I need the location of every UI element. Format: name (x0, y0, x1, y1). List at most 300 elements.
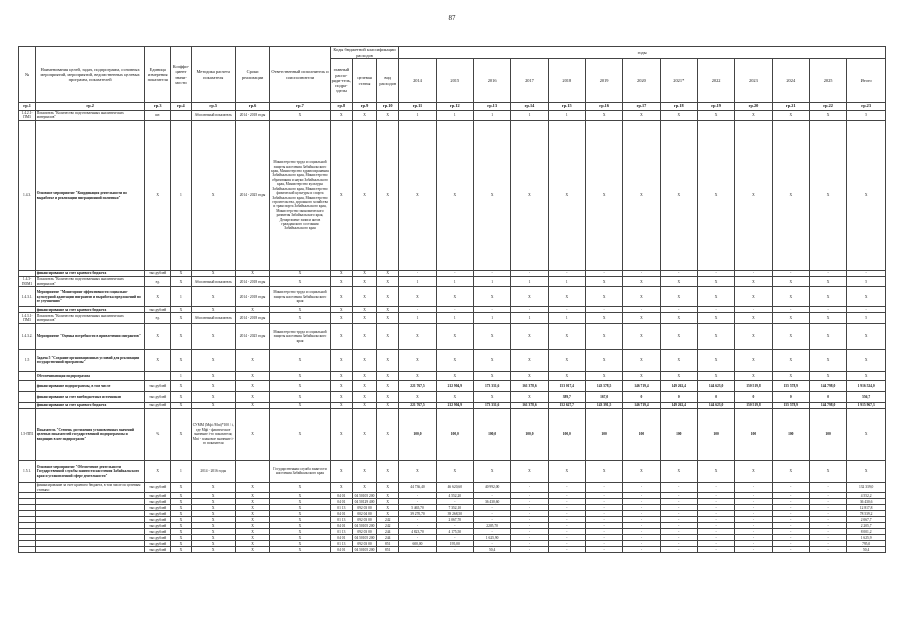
table-cell: - (585, 505, 622, 511)
table-cell: 1 625,9 (847, 535, 886, 541)
column-number-label: гр.1 (19, 103, 36, 111)
table-cell: - (697, 517, 734, 523)
table-cell: X (377, 349, 399, 371)
table-cell: 2014 - 2018 годы (235, 313, 269, 323)
table-cell: 2014 - 2018 годы (235, 110, 269, 120)
column-number-label: гр.6 (235, 103, 269, 111)
table-cell: X (772, 349, 809, 371)
table-cell: - (809, 499, 846, 505)
table-cell: X (171, 529, 191, 535)
table-cell: 1 915 967,3 (847, 402, 886, 408)
table-cell: X (548, 287, 585, 307)
table-cell: - (399, 493, 436, 499)
table-cell: X (235, 547, 269, 553)
table-cell: X (585, 323, 622, 349)
table-cell: - (585, 307, 622, 313)
table-cell: X (660, 277, 697, 287)
table-cell: 146 719,4 (623, 402, 660, 408)
table-cell: 100 (623, 408, 660, 460)
table-cell: 150 519,8 (735, 402, 772, 408)
table-cell: - (809, 307, 846, 313)
table-row (19, 408, 886, 460)
table-cell: X (145, 287, 171, 307)
table-cell: X (436, 349, 473, 371)
table-cell: - (548, 529, 585, 535)
table-cell: X (191, 271, 235, 277)
table-cell: - (772, 482, 809, 492)
table-cell: Государственная служба занятости населения Забайкальского края (270, 460, 331, 482)
table-cell: - (735, 482, 772, 492)
table-cell: 1 (171, 460, 191, 482)
table-cell: 4 175,50 (436, 529, 473, 535)
table-cell: X (772, 313, 809, 323)
table-cell: X (352, 380, 376, 391)
table-cell: - (585, 535, 622, 541)
table-cell: X (352, 482, 376, 492)
table-cell: X (735, 371, 772, 380)
table-cell: X (171, 349, 191, 371)
table-cell: - (772, 271, 809, 277)
table-cell: - (809, 493, 846, 499)
table-cell: - (585, 529, 622, 535)
table-cell: 2014 - 2018 годы (235, 287, 269, 307)
table-cell: тыс.рублей (145, 402, 171, 408)
table-cell: - (511, 517, 548, 523)
table-cell: 161 378,6 (511, 402, 548, 408)
table-cell: X (235, 517, 269, 523)
table-cell: - (660, 535, 697, 541)
table-cell: X (623, 277, 660, 287)
table-cell: 1.4.3.2. (19, 323, 36, 349)
table-cell: X (171, 517, 191, 523)
table-cell: - (697, 547, 734, 553)
table-cell: - (697, 493, 734, 499)
table-cell: 221 767,5 (399, 402, 436, 408)
table-cell: - (511, 541, 548, 547)
table-cell: 04 01 (330, 535, 352, 541)
table-cell: - (735, 307, 772, 313)
table-cell: X (352, 323, 376, 349)
table-cell: 1 (436, 313, 473, 323)
table-cell: X (270, 505, 331, 511)
column-number-label: гр.3 (145, 103, 171, 111)
table-cell: X (270, 499, 331, 505)
table-cell: 04 50105 200 (352, 547, 376, 553)
row-name-cell: Задача 5 "Создание организационных условий для реализации государственной программы" (36, 349, 145, 371)
table-cell: X (191, 391, 235, 402)
table-cell: - (511, 523, 548, 529)
table-cell: - (735, 511, 772, 517)
table-cell: - (473, 541, 510, 547)
table-cell: - (473, 493, 510, 499)
table-cell: - (585, 517, 622, 523)
table-cell: X (145, 460, 171, 482)
table-cell: X (377, 313, 399, 323)
table-cell: X (352, 402, 376, 408)
table-cell: X (171, 541, 191, 547)
table-cell: X (235, 391, 269, 402)
table-cell: - (809, 529, 846, 535)
table-cell: X (847, 121, 886, 271)
table-cell: X (235, 307, 269, 313)
table-cell: 144 798,0 (809, 380, 846, 391)
table-cell: 1 (511, 110, 548, 120)
table-cell: 5 (847, 110, 886, 120)
header-year: 2022 (697, 59, 734, 103)
table-cell: тыс.рублей (145, 517, 171, 523)
table-cell: - (735, 499, 772, 505)
table-row (19, 547, 886, 553)
table-cell: - (735, 541, 772, 547)
column-number-label: гр.14 (511, 103, 548, 111)
table-cell: - (399, 523, 436, 529)
table-cell: X (235, 511, 269, 517)
table-cell: X (270, 541, 331, 547)
table-cell: - (511, 511, 548, 517)
table-cell: 2205,70 (473, 523, 510, 529)
table-cell: - (735, 523, 772, 529)
table-row (19, 110, 886, 120)
table-cell: - (511, 505, 548, 511)
table-cell: X (436, 371, 473, 380)
header-year: 2016 (473, 59, 510, 103)
table-cell: 1.4.3.1. (19, 287, 36, 307)
table-cell: 0 (735, 391, 772, 402)
column-number-label: гр.2 (36, 103, 145, 111)
table-cell: X (235, 271, 269, 277)
table-cell: - (660, 541, 697, 547)
table-cell: X (511, 460, 548, 482)
table-cell: - (399, 271, 436, 277)
table-cell: - (585, 547, 622, 553)
table-cell: X (330, 313, 352, 323)
table-cell: X (735, 110, 772, 120)
table-cell: X (235, 482, 269, 492)
row-name-cell: Обеспечивающая подпрограмма (36, 371, 145, 380)
header-coef: Коэффи-циент значи-мости (171, 47, 191, 103)
table-cell: X (585, 460, 622, 482)
table-cell: - (511, 535, 548, 541)
table-cell: - (399, 547, 436, 553)
table-cell: 1 (399, 277, 436, 287)
table-cell: X (473, 323, 510, 349)
table-cell: - (809, 541, 846, 547)
table-cell: - (436, 535, 473, 541)
table-cell: 1 (548, 277, 585, 287)
table-cell: X (735, 277, 772, 287)
column-number-label: гр.18 (660, 103, 697, 111)
table-cell: 155 578,9 (772, 380, 809, 391)
table-cell: X (235, 523, 269, 529)
table-cell: - (548, 307, 585, 313)
table-cell: - (697, 529, 734, 535)
table-cell: - (473, 307, 510, 313)
table-cell: X (171, 277, 191, 287)
table-cell: 1 (548, 313, 585, 323)
column-number-label: гр.11 (399, 103, 436, 111)
table-cell: X (585, 277, 622, 287)
table-cell: 1.4.3.1- ПМ3 (19, 313, 36, 323)
table-cell: X (270, 371, 331, 380)
row-name-cell: финансирование за счет краевого бюджета, в том числе по целевым статьям: (36, 482, 145, 492)
table-cell: 002 04 00 (352, 511, 376, 517)
header-name: Наименования целей, задач, подпрограмм, основных мероприятий, мероприятий, ведомственных целевых программ, показателей (36, 47, 145, 103)
table-cell: - (473, 511, 510, 517)
table-cell: - (660, 529, 697, 535)
table-cell: тыс.рублей (145, 391, 171, 402)
table-cell: X (270, 523, 331, 529)
table-cell: X (623, 349, 660, 371)
table-cell: 1 (171, 371, 191, 380)
column-number-label: гр.19 (697, 103, 734, 111)
table-row (19, 380, 886, 391)
table-cell: - (809, 482, 846, 492)
table-row (19, 482, 886, 492)
table-cell: - (809, 547, 846, 553)
table-cell: X (171, 391, 191, 402)
table-row (19, 277, 886, 287)
table-cell: - (809, 535, 846, 541)
header-budget-codes: Коды бюджетной классификации расходов (330, 47, 399, 59)
table-cell: - (585, 499, 622, 505)
row-name-cell: Основное мероприятие "Координация деятельности по выработке и реализации миграционной политики" (36, 121, 145, 271)
header-year: 2020 (623, 59, 660, 103)
table-cell: X (436, 460, 473, 482)
header-num: № (19, 47, 36, 103)
table-cell: X (809, 323, 846, 349)
row-name-cell: финансирование подпрограммы, в том числе (36, 380, 145, 391)
table-cell: 01 13 (330, 529, 352, 535)
table-cell: X (399, 121, 436, 271)
table-cell: - (772, 523, 809, 529)
table-cell: - (660, 271, 697, 277)
table-cell: X (399, 349, 436, 371)
table-cell (235, 460, 269, 482)
table-cell: 1 (399, 110, 436, 120)
table-cell: 1 (511, 313, 548, 323)
table-cell (19, 371, 36, 380)
table-cell: X (548, 349, 585, 371)
column-number-label: гр.22 (809, 103, 846, 111)
table-cell: X (352, 371, 376, 380)
table-cell: тыс.рублей (145, 482, 171, 492)
table-cell: X (330, 121, 352, 271)
table-cell: 2014 - 2018 годы (235, 277, 269, 287)
table-cell: X (330, 349, 352, 371)
table-cell: тыс.рублей (145, 529, 171, 535)
table-cell: X (330, 408, 352, 460)
table-cell: 100,0 (548, 408, 585, 460)
table-cell: X (473, 460, 510, 482)
table-cell: X (171, 505, 191, 511)
table-cell: X (270, 408, 331, 460)
table-cell: 01 13 (330, 517, 352, 523)
table-cell: - (585, 482, 622, 492)
table-cell: - (809, 511, 846, 517)
table-cell: - (697, 307, 734, 313)
table-cell: 50,4 (473, 547, 510, 553)
table-cell: - (511, 307, 548, 313)
table-cell: X (377, 391, 399, 402)
table-cell: 242 (377, 523, 399, 529)
row-name-cell: Мероприятие "Оценка потребности в привлечении мигрантов" (36, 323, 145, 349)
table-cell: 092 03 00 (352, 541, 376, 547)
table-cell: - (623, 493, 660, 499)
table-cell: X (352, 313, 376, 323)
table-cell: X (735, 313, 772, 323)
table-cell (19, 380, 36, 391)
table-cell: X (623, 110, 660, 120)
header-year: Итого (847, 59, 886, 103)
table-cell: X (399, 323, 436, 349)
table-cell: X (352, 277, 376, 287)
table-cell: X (191, 499, 235, 505)
table-cell: - (772, 517, 809, 523)
table-cell: - (623, 517, 660, 523)
table-cell: - (548, 499, 585, 505)
table-cell: 100,0 (436, 408, 473, 460)
table-cell: - (511, 493, 548, 499)
table-row (19, 287, 886, 307)
table-cell: X (191, 287, 235, 307)
table-cell: X (473, 287, 510, 307)
table-cell: - (697, 535, 734, 541)
table-cell: - (511, 547, 548, 553)
header-year: 2018 (548, 59, 585, 103)
row-name-cell: Показатель "Степень достижения установленных значений целевых показателей государственной подпрограммы и входящих в нее подпрограмм" (36, 408, 145, 460)
table-cell: 2014 - 2025 годы (235, 121, 269, 271)
table-cell: - (772, 493, 809, 499)
table-cell: X (352, 287, 376, 307)
table-cell: 100 (585, 408, 622, 460)
table-cell: 1.5-ПП1 (19, 408, 36, 460)
table-cell: - (623, 523, 660, 529)
table-cell: 1 916 524,0 (847, 380, 886, 391)
table-cell: X (585, 371, 622, 380)
table-cell: 195,00 (436, 541, 473, 547)
table-cell: - (548, 547, 585, 553)
table-cell: X (809, 110, 846, 120)
column-number-label: гр.4 (171, 103, 191, 111)
table-cell: X (191, 535, 235, 541)
table-cell: 1 (473, 110, 510, 120)
table-cell: X (697, 110, 734, 120)
table-cell: X (330, 271, 352, 277)
table-cell: 04 50129 400 (352, 499, 376, 505)
table-cell: Министерство труда и социальной защиты населения Забайкальского края, Министерство здравоохранения Забайкальского края, Министерство образования и науки Забайкальского края, Министерство культуры Забайкальского края, Министерство физической культуры и спорта Забайкальского края, Министерство строительства, дорожного хозяйства и транспорта Забайкальского края, Министерство экономического развития Забайкальского края, Департамент записи актов гражданского состояния Забайкальского края (270, 121, 331, 271)
table-row (19, 371, 886, 380)
table-cell: X (436, 287, 473, 307)
header-unit: Единица измерения показателя (145, 47, 171, 103)
table-cell: - (660, 493, 697, 499)
header-code-item: целевая статья (352, 59, 376, 103)
table-cell: X (235, 499, 269, 505)
table-cell: X (191, 371, 235, 380)
table-cell: X (511, 349, 548, 371)
table-cell: X (191, 493, 235, 499)
table-cell: тыс.рублей (145, 541, 171, 547)
table-cell: X (330, 110, 352, 120)
table-cell: X (191, 505, 235, 511)
table-cell: X (330, 277, 352, 287)
table-cell: X (270, 482, 331, 492)
header-terms: Сроки реализации (235, 47, 269, 103)
table-cell: X (660, 121, 697, 271)
table-cell: X (735, 287, 772, 307)
table-cell: X (473, 121, 510, 271)
table-cell: - (548, 482, 585, 492)
table-cell: X (623, 287, 660, 307)
table-cell: - (548, 271, 585, 277)
table-cell: X (352, 349, 376, 371)
table-cell: тыс.рублей (145, 307, 171, 313)
table-cell: X (847, 349, 886, 371)
table-cell: X (809, 460, 846, 482)
row-name-cell: финансирование за счет краевого бюджета (36, 307, 145, 313)
header-year: 2024 (772, 59, 809, 103)
table-cell: - (585, 493, 622, 499)
table-cell: X (809, 371, 846, 380)
table-cell: X (660, 110, 697, 120)
table-cell: X (270, 307, 331, 313)
table-cell: 1 (511, 277, 548, 287)
table-cell: Абсолютный показатель (191, 313, 235, 323)
table-cell: - (772, 505, 809, 511)
table-cell: X (772, 371, 809, 380)
table-cell: 0 (660, 391, 697, 402)
table-cell: X (377, 408, 399, 460)
table-cell: X (377, 505, 399, 511)
column-number-label: гр.5 (191, 103, 235, 111)
table-cell: 556,7 (847, 391, 886, 402)
table-cell: - (623, 529, 660, 535)
table-row (19, 349, 886, 371)
table-cell: X (330, 482, 352, 492)
column-number-label: гр.12 (436, 103, 473, 111)
table-cell: 1.4.3- ПОМ1 (19, 277, 36, 287)
table-cell: % (145, 408, 171, 460)
table-cell: 04 50105 200 (352, 493, 376, 499)
table-cell: X (623, 121, 660, 271)
table-cell: X (171, 408, 191, 460)
column-number-label: гр.17 (623, 103, 660, 111)
table-cell: 0 (772, 391, 809, 402)
table-cell: 244 (377, 529, 399, 535)
table-row (19, 323, 886, 349)
table-cell: - (735, 271, 772, 277)
table-cell: 100,0 (511, 408, 548, 460)
table-cell (171, 110, 191, 120)
row-name-cell: Показатель "Количество подготовленных аналитических материалов" (36, 313, 145, 323)
table-cell: X (171, 523, 191, 529)
table-cell: - (473, 529, 510, 535)
table-cell: 78 539,2 (847, 511, 886, 517)
table-cell: X (585, 349, 622, 371)
table-cell: X (235, 505, 269, 511)
table-cell: X (847, 460, 886, 482)
table-cell: 1 (399, 313, 436, 323)
table-cell: X (352, 271, 376, 277)
table-cell: X (330, 307, 352, 313)
table-cell: X (660, 287, 697, 307)
table-cell: 1 (548, 110, 585, 120)
table-cell: 167,0 (585, 391, 622, 402)
table-cell: - (436, 523, 473, 529)
table-cell: X (377, 121, 399, 271)
table-cell: 1 625,90 (473, 535, 510, 541)
row-name-cell (36, 547, 145, 553)
table-cell: X (330, 323, 352, 349)
